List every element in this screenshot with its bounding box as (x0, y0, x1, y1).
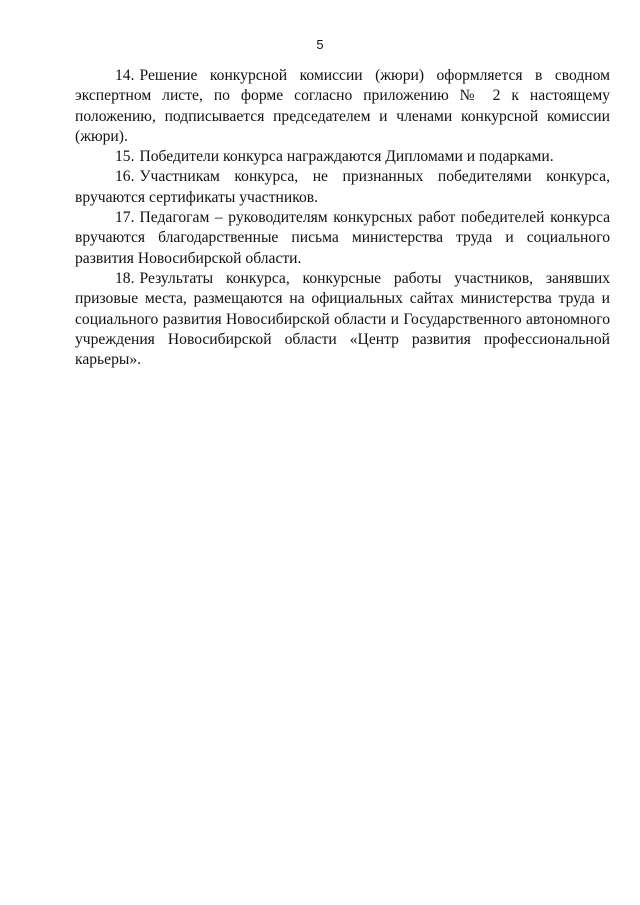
paragraph-number: 18. (115, 269, 135, 287)
paragraph-text: Победители конкурса награждаются Дипломами и подарками. (139, 148, 554, 166)
paragraph-17 (75, 208, 610, 269)
paragraph-number: 15. (115, 148, 135, 166)
paragraph-text: Участникам конкурса, не признанных победителями конкурса, вручаются сертификаты участников. (75, 168, 610, 206)
paragraph-text: Результаты конкурса, конкурсные работы участников, занявших призовые места, размещаются на официальных сайтах министерства труда и социального развития Новосибирской области и Государственного автономного учреждения Новосибирской области «Центр развития профессиональной карьеры». (75, 269, 610, 369)
paragraph-18 (75, 269, 610, 370)
paragraph-text: Педагогам – руководителям конкурсных работ победителей конкурса вручаются благодарственные письма министерства труда и социального развития Новосибирской области. (75, 209, 610, 267)
paragraph-15 (75, 147, 610, 167)
paragraph-14 (75, 66, 610, 147)
paragraph-number: 17. (115, 209, 135, 227)
paragraph-number: 16. (115, 168, 135, 186)
paragraph-text: Решение конкурсной комиссии (жюри) оформляется в сводном экспертном листе, по форме согласно приложению № 2 к настоящему положению, подписывается председателем и членами конкурсной комиссии (жюри). (75, 67, 610, 145)
document-body (75, 66, 610, 370)
paragraph-number: 14. (115, 67, 135, 84)
page-number: 5 (316, 37, 324, 52)
paragraph-16 (75, 167, 610, 208)
